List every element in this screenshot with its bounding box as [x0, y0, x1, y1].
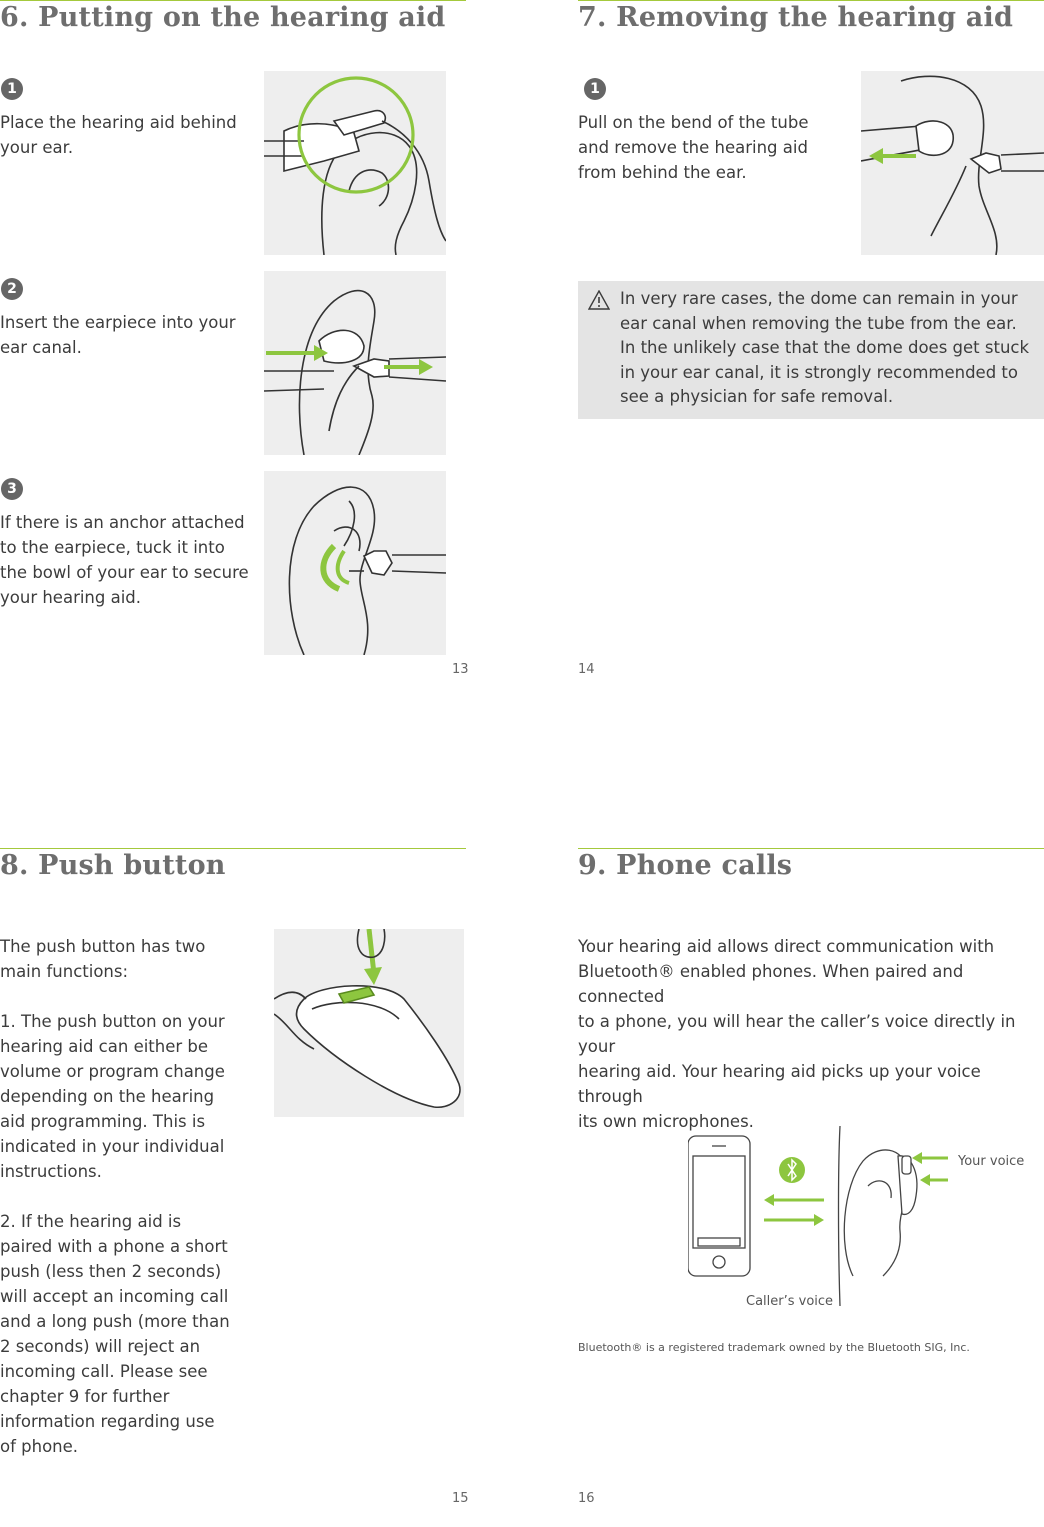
earpiece-illustration: [264, 271, 446, 455]
step-text: Pull on the bend of the tube and remove the hearing aid from behind the ear.: [578, 113, 809, 182]
page-number: 13: [452, 662, 469, 677]
warning-triangle-icon: [588, 290, 610, 310]
your-voice-label: Your voice: [958, 1154, 1025, 1169]
step-text: If there is an anchor attached to the earpiece, tuck it into the bowl of your ear to secure your hearing aid.: [0, 513, 249, 607]
phone-icon: [688, 1136, 750, 1276]
page-title: 7. Removing the hearing aid: [578, 2, 1014, 33]
page-14: [578, 0, 1044, 760]
step-badge: 3: [1, 478, 23, 500]
step-text: Place the hearing aid behind your ear.: [0, 113, 237, 157]
push-button-text: The push button has two main functions: 1. The push button on your hearing aid can either be volume or program change depending on the hearing aid programming. This is indicated in your individual instructions. 2. If the hearing aid is paired with a phone a short push (less then 2 seconds) will accept an incoming call and a long push (more than 2 seconds) will reject an incoming call. Please see chapter 9 for further information regarding use of phone.: [0, 937, 230, 1456]
push-button-icon: [274, 929, 464, 1117]
phone-calls-text: Your hearing aid allows direct communication with Bluetooth® enabled phones. When paired and connected to a phone, you will hear the caller’s voice directly in your hearing aid. Your hearing aid picks up your voice through its own microphones.: [578, 937, 1016, 1131]
page-16: [578, 848, 1044, 1527]
page-15: [0, 848, 469, 1527]
remove-illustration: [861, 71, 1044, 255]
phone-call-diagram: [688, 1126, 948, 1316]
step-text: Insert the earpiece into your ear canal.: [0, 313, 236, 357]
page-number: 14: [578, 662, 595, 677]
page-title: 6. Putting on the hearing aid: [0, 2, 446, 33]
title-rule: [0, 848, 466, 849]
anchor-illustration: [264, 471, 446, 655]
title-rule: [0, 0, 466, 1]
step-badge: 1: [584, 78, 606, 100]
step-badge: 2: [1, 278, 23, 300]
callers-voice-label: Caller’s voice: [746, 1294, 834, 1309]
warning-text: In very rare cases, the dome can remain in your ear canal when removing the tube from the ear. In the unlikely case that the dome does get stuck in your ear canal, it is strongly recommended to see a physician for safe removal.: [620, 289, 1030, 406]
title-rule: [578, 0, 1044, 1]
insert-earpiece-icon: [264, 271, 446, 455]
page-number: 15: [452, 1491, 469, 1506]
page-13: [0, 0, 469, 760]
ear-illustration: [264, 71, 446, 255]
title-rule: [578, 848, 1044, 849]
trademark-note: Bluetooth® is a registered trademark owned by the Bluetooth SIG, Inc.: [578, 1341, 970, 1354]
remove-aid-icon: [861, 71, 1044, 255]
step-badge: 1: [1, 78, 23, 100]
page-title: 9. Phone calls: [578, 850, 793, 881]
page-number: 16: [578, 1491, 595, 1506]
anchor-ear-icon: [264, 471, 446, 655]
warning-box: [578, 281, 1044, 419]
place-aid-icon: [264, 71, 446, 255]
page-title: 8. Push button: [0, 850, 226, 881]
push-button-illustration: [274, 929, 464, 1117]
